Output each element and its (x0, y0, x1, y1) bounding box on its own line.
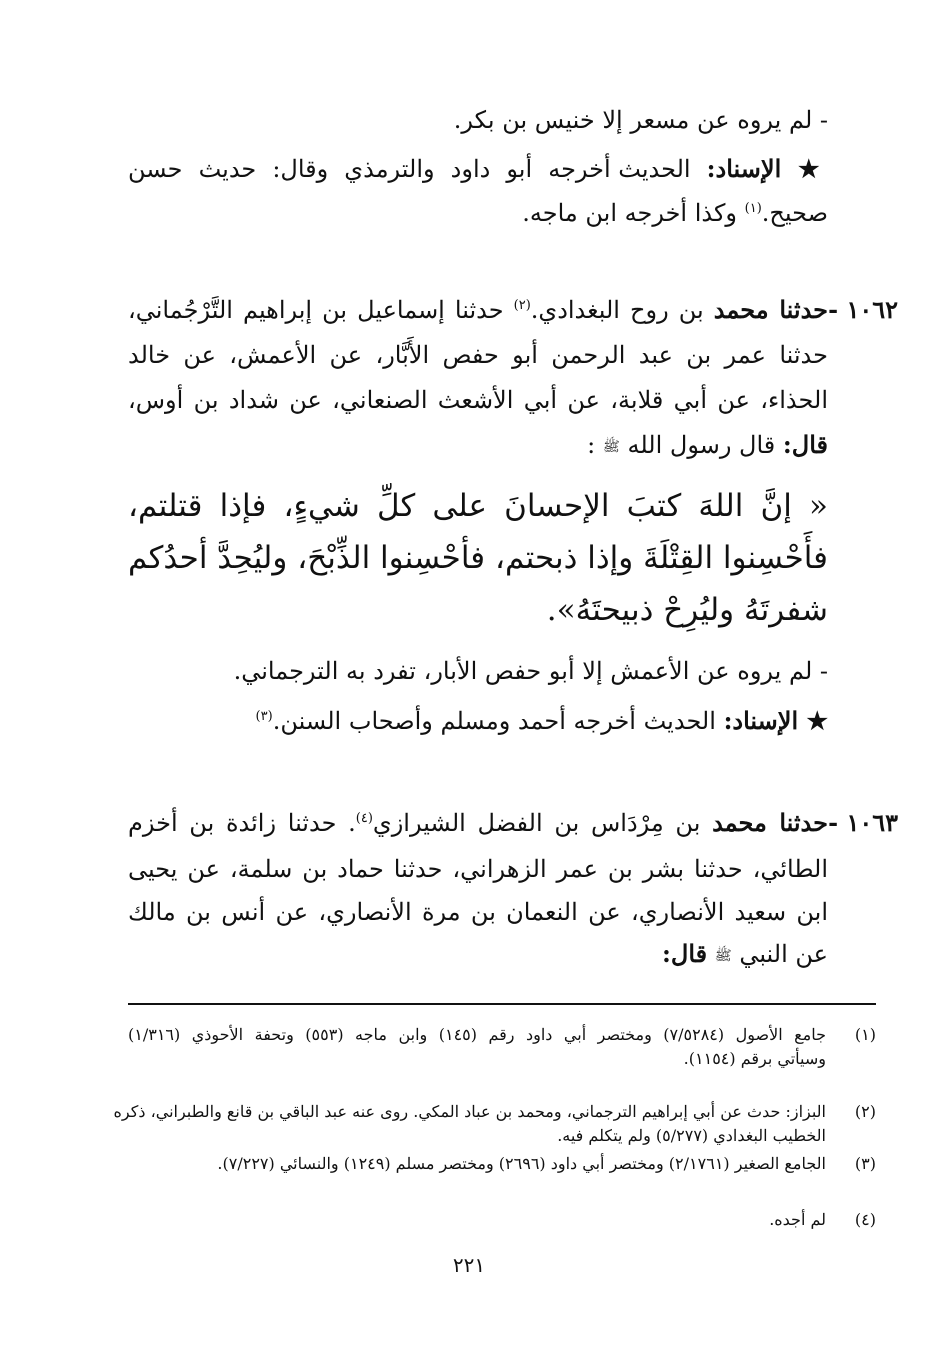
footnote-text: البزاز: حدث عن أبي إبراهيم الترجماني، ومحمد بن عباد المكي. روى عنه عبد الباقي بن قانع والطبراني، ذكره (113, 1102, 826, 1121)
hadith-chain-line: ابن سعيد الأنصاري، عن النعمان بن مرة الأنصاري، عن أنس بن مالك (128, 898, 828, 926)
footnote-ref[interactable]: (١) (744, 201, 762, 216)
footnote-ref[interactable]: (٤) (355, 811, 373, 826)
qala-label: قال: (662, 939, 708, 968)
isnad-text: الحديث أخرجه أبو داود والترمذي وقال: حديث حسن (128, 155, 691, 183)
footnote (113, 1100, 876, 1148)
qala-label: قال: (782, 430, 828, 459)
footnote (128, 1152, 876, 1176)
footnote (128, 1208, 876, 1232)
footnote (128, 1023, 876, 1071)
hadith-matn-line: فأَحْسِنوا القِتْلَةَ وإذا ذبحتم، فأحْسِنوا الذِّبْحَ، وليُحِدَّ أحدُكم (128, 540, 828, 576)
isnad-text: صحيح. (761, 199, 828, 227)
footnote-text: الجامع الصغير (٢/١٧٦١) ومختصر أبي داود (٢٦٩٦) ومختصر مسلم (١٢٤٩) والنسائي (٧/٢٢٧). (217, 1154, 826, 1173)
footnote-number: (١) (854, 1025, 876, 1044)
chain-text: عن النبي (739, 940, 828, 968)
hadith-chain-line: حدثنا عمر بن عبد الرحمن أبو حفص الأَبَّار، عن الأعمش، عن خالد (128, 341, 828, 369)
isnad-text: الحديث أخرجه أحمد ومسلم وأصحاب السنن. (272, 707, 716, 735)
page-number: ٢٢١ (452, 1253, 486, 1277)
footnote-number: (٣) (854, 1154, 876, 1173)
chain-text: : (587, 431, 596, 459)
chain-text: قال رسول الله (627, 431, 776, 459)
footnote-number: (٢) (854, 1102, 876, 1121)
footnote-number: (٤) (854, 1210, 876, 1229)
note-text: - لم يروه عن مسعر إلا خنيس بن بكر. (453, 106, 828, 134)
hadith-chain-line: الطائي، حدثنا بشر بن عمر الزهراني، حدثنا حماد بن سلمة، عن يحيى (128, 855, 829, 883)
isnad-line (128, 704, 828, 738)
isnad-label: ★ الإسناد: (723, 706, 828, 735)
footnote-text: الخطيب البغدادي (٥/٢٧٧) ولم يتكلم فيه. (557, 1126, 826, 1145)
hadith-chain-line (128, 293, 828, 327)
narration-note-line (128, 103, 828, 137)
salutation-symbol: ﷺ (602, 439, 620, 455)
hadith-matn-line: شفرتَهُ وليُرِحْ ذبيحتَهُ». (546, 592, 828, 628)
isnad-text: وكذا أخرجه ابن ماجه. (522, 199, 737, 227)
hadith-chain-line (128, 937, 828, 973)
footnote-separator (128, 1003, 876, 1005)
footnote-ref[interactable]: (٢) (513, 298, 531, 313)
narration-note-line: - لم يروه عن الأعمش إلا أبو حفص الأبار، تفرد به الترجماني. (233, 657, 828, 685)
hadith-chain-line: الحذاء، عن أبي قلابة، عن أبي الأشعث الصنعاني، عن شداد بن أوس، (128, 386, 828, 414)
hadith-matn-line: « إنَّ اللهَ كتبَ الإحسانَ على كلِّ شيءٍ، فإذا قتلتم، (128, 488, 828, 524)
footnote-text: لم أجده. (769, 1210, 826, 1229)
isnad-line (128, 152, 828, 186)
footnote-text: جامع الأصول (٧/٥٢٨٤) ومختصر أبي داود رقم (١٤٥) وابن ماجه (٥٥٣) وتحفة الأحوذي (١/٣١٦) (128, 1025, 827, 1044)
chain-text: حدثنا إسماعيل بن إبراهيم التَّرْجُماني، (128, 296, 504, 324)
footnote-text: وسيأتي برقم (١١٥٤). (683, 1049, 826, 1068)
chain-text: بن مِرْدَاس بن الفضل الشيرازي (372, 809, 701, 837)
chain-text: . حدثنا زائدة بن أخزم (128, 809, 356, 837)
hadith-lead: حدثنا محمد (712, 808, 828, 837)
hadith-lead: حدثنا محمد (713, 295, 828, 324)
hadith-chain-line (128, 806, 828, 840)
footnote-ref[interactable]: (٣) (255, 709, 273, 724)
isnad-label: ★ الإسناد: (706, 154, 828, 183)
hadith-number: ١٠٦٣ - (828, 808, 898, 837)
salutation-symbol: ﷺ (714, 948, 732, 964)
hadith-chain-line (128, 428, 828, 464)
isnad-line-continued (128, 196, 828, 230)
hadith-number: ١٠٦٢ - (828, 295, 898, 324)
chain-text: بن روح البغدادي. (530, 296, 704, 324)
